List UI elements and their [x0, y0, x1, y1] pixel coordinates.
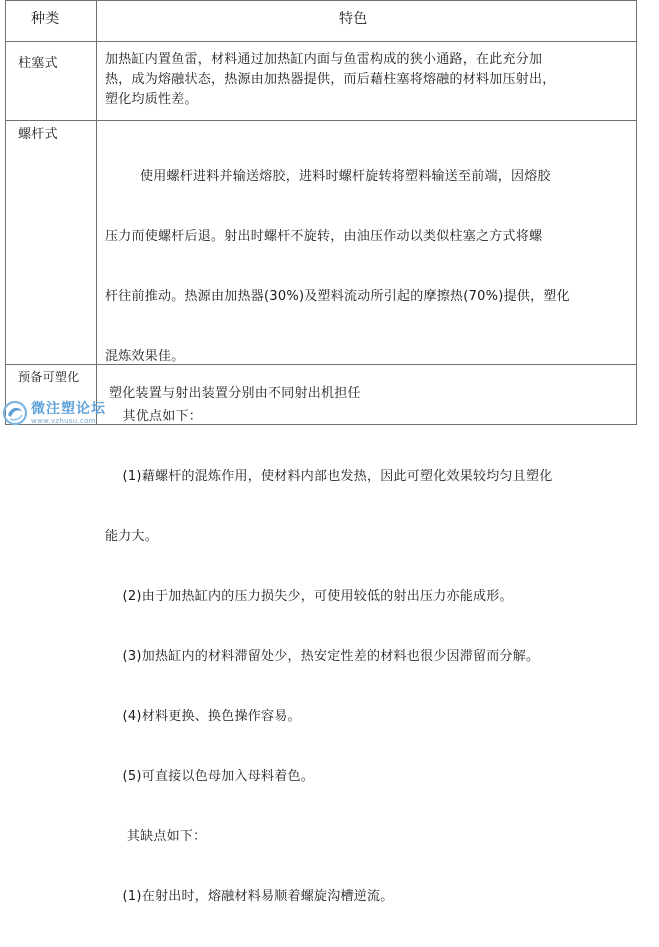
desc-line: 其缺点如下： — [105, 829, 207, 844]
row-desc-screw — [105, 127, 570, 947]
row-type-plunger: 柱塞式 — [18, 56, 58, 71]
desc-line: 使用螺杆进料并输送熔胶，进料时螺杆旋转将塑料输送至前端，因熔胶 — [105, 169, 551, 184]
desc-line: 其优点如下： — [105, 409, 203, 424]
header-divider — [5, 41, 637, 42]
watermark-name: 微注塑论坛 — [31, 400, 106, 417]
column-divider — [96, 0, 97, 425]
swirl-logo-icon — [2, 400, 28, 426]
desc-line: (1)藉螺杆的混炼作用，使材料内部也发热，因此可塑化效果较均匀且塑化 — [105, 469, 553, 484]
desc-line: (4)材料更换、换色操作容易。 — [105, 709, 301, 724]
forum-watermark — [2, 398, 114, 428]
desc-line: 塑化装置与射出装置分别由不同射出机担任 — [109, 386, 361, 401]
desc-line: 热，成为熔融状态，热源由加热器提供，而后藉柱塞将熔融的材料加压射出， — [105, 72, 556, 87]
desc-line: (3)加热缸内的材料滞留处少，热安定性差的材料也很少因滞留而分解。 — [105, 649, 540, 664]
desc-line: 能力大。 — [105, 529, 159, 544]
comparison-table — [5, 0, 637, 904]
table-border-left — [5, 0, 6, 425]
desc-line: (1)在射出时，熔融材料易顺着螺旋沟槽逆流。 — [105, 889, 394, 904]
desc-line: 塑化均质性差。 — [105, 92, 198, 107]
desc-line: 混炼效果佳。 — [105, 349, 185, 364]
desc-line: (5)可直接以色母加入母料着色。 — [105, 769, 314, 784]
watermark-url: www.vzhusu.com — [31, 416, 96, 425]
watermark-text — [31, 402, 106, 425]
header-feature: 特色 — [339, 11, 368, 27]
row1-divider — [5, 120, 637, 121]
table-border-top — [5, 0, 637, 1]
table-border-right — [636, 0, 637, 425]
desc-line: 压力而使螺杆后退。射出时螺杆不旋转，由油压作动以类似柱塞之方式将螺 — [105, 229, 543, 244]
desc-line: (2)由于加热缸内的压力损失少，可使用较低的射出压力亦能成形。 — [105, 589, 513, 604]
desc-line: 加热缸内置鱼雷，材料通过加热缸内面与鱼雷构成的狭小通路，在此充分加 — [105, 52, 543, 67]
row-desc-plunger — [105, 50, 556, 110]
row-type-preplasticizing: 预备可塑化 — [18, 370, 80, 384]
header-type: 种类 — [31, 11, 60, 27]
row-type-screw: 螺杆式 — [18, 127, 58, 142]
desc-line: 杆往前推动。热源由加热器(30%)及塑料流动所引起的摩擦热(70%)提供，塑化 — [105, 289, 570, 304]
row-desc-preplasticizing — [109, 384, 361, 404]
